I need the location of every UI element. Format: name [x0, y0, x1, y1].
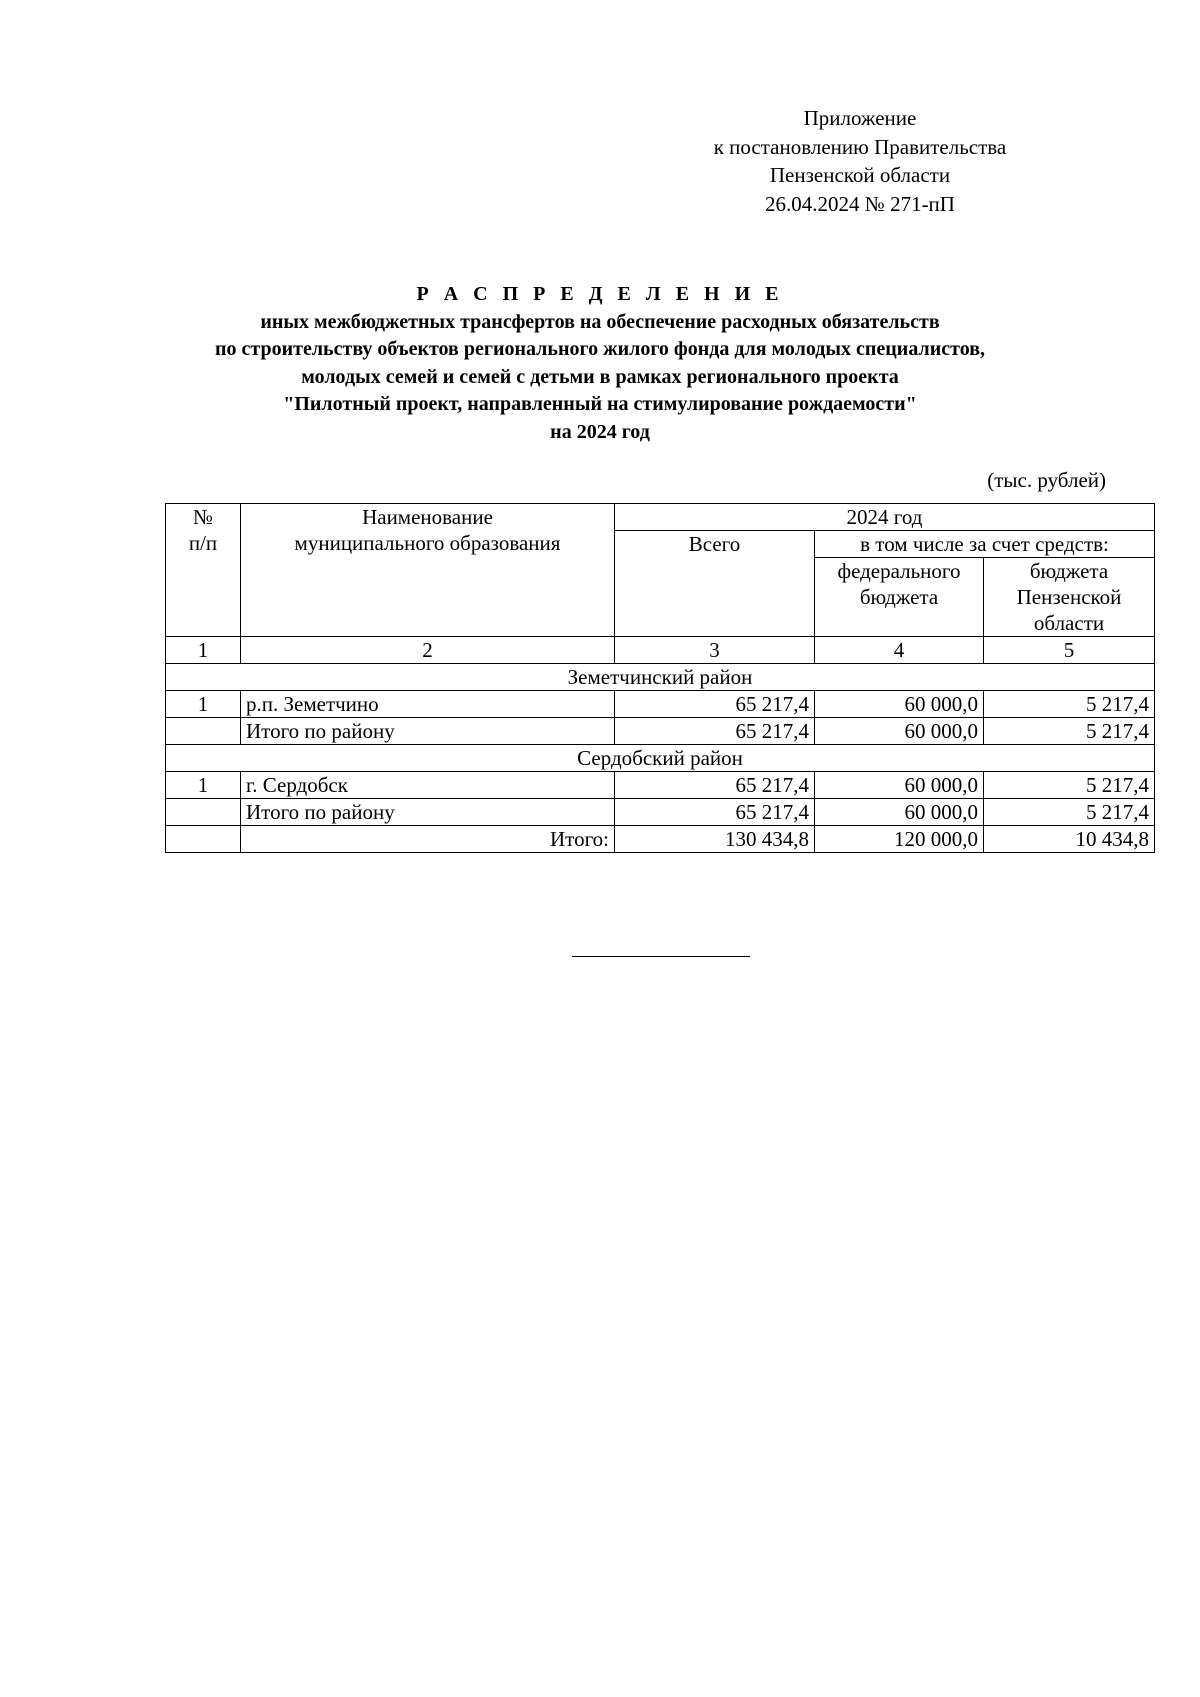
header-total: Всего [615, 531, 815, 637]
document-title [140, 281, 1060, 446]
appendix-block [680, 104, 1040, 218]
end-divider [572, 956, 750, 957]
value-regional: 5 217,4 [984, 772, 1155, 799]
column-number: 3 [615, 637, 815, 664]
title-line: "Пилотный проект, направленный на стимулирование рождаемости" [283, 393, 917, 415]
appendix-line: к постановлению Правительства [713, 134, 1007, 159]
title-line: по строительству объектов регионального жилого фонда для молодых специалистов, [215, 338, 985, 360]
district-name: Земетчинский район [166, 664, 1155, 691]
value-total: 65 217,4 [615, 718, 815, 745]
subtotal-row [166, 799, 1155, 826]
value-regional: 5 217,4 [984, 718, 1155, 745]
value-total: 130 434,8 [615, 826, 815, 853]
value-federal: 60 000,0 [815, 718, 984, 745]
header-regional: бюджета Пензенской области [984, 558, 1155, 637]
title-line: молодых семей и семей с детьми в рамках регионального проекта [301, 365, 899, 388]
row-number [166, 826, 241, 853]
header-number: № п/п [166, 504, 241, 637]
row-number [166, 799, 241, 826]
appendix-line: Приложение [803, 106, 917, 130]
row-number: 1 [166, 772, 241, 799]
grand-total-row [166, 826, 1155, 853]
municipality-name: р.п. Земетчино [241, 691, 615, 718]
value-regional: 5 217,4 [984, 691, 1155, 718]
header-municipality: Наименование муниципального образования [241, 504, 615, 637]
subtotal-label: Итого по району [241, 799, 615, 826]
column-number-row [166, 637, 1155, 664]
column-number: 4 [815, 637, 984, 664]
value-regional: 10 434,8 [984, 826, 1155, 853]
distribution-table [165, 503, 1155, 853]
column-number: 2 [241, 637, 615, 664]
title-heading: Р А С П Р Е Д Е Л Е Н И Е [416, 283, 784, 305]
header-row [166, 504, 1155, 531]
value-federal: 60 000,0 [815, 772, 984, 799]
row-number [166, 718, 241, 745]
grand-total-label: Итого: [241, 826, 615, 853]
header-federal: федерального бюджета [815, 558, 984, 637]
value-federal: 60 000,0 [815, 691, 984, 718]
table-row [166, 772, 1155, 799]
column-number: 5 [984, 637, 1155, 664]
value-regional: 5 217,4 [984, 799, 1155, 826]
district-row [166, 745, 1155, 772]
table-row [166, 691, 1155, 718]
units-label: (тыс. рублей) [987, 468, 1106, 492]
value-total: 65 217,4 [615, 799, 815, 826]
subtotal-row [166, 718, 1155, 745]
value-federal: 60 000,0 [815, 799, 984, 826]
value-federal: 120 000,0 [815, 826, 984, 853]
row-number: 1 [166, 691, 241, 718]
municipality-name: г. Сердобск [241, 772, 615, 799]
column-number: 1 [166, 637, 241, 664]
title-line: на 2024 год [550, 420, 650, 443]
district-name: Сердобский район [166, 745, 1155, 772]
value-total: 65 217,4 [615, 772, 815, 799]
appendix-line: Пензенской области [769, 163, 951, 187]
title-line: иных межбюджетных трансфертов на обеспечение расходных обязательств [260, 310, 940, 333]
district-row [166, 664, 1155, 691]
header-including: в том числе за счет средств: [815, 531, 1155, 558]
value-total: 65 217,4 [615, 691, 815, 718]
subtotal-label: Итого по району [241, 718, 615, 745]
appendix-date-number: 26.04.2024 № 271-пП [765, 191, 955, 216]
header-year: 2024 год [615, 504, 1155, 531]
